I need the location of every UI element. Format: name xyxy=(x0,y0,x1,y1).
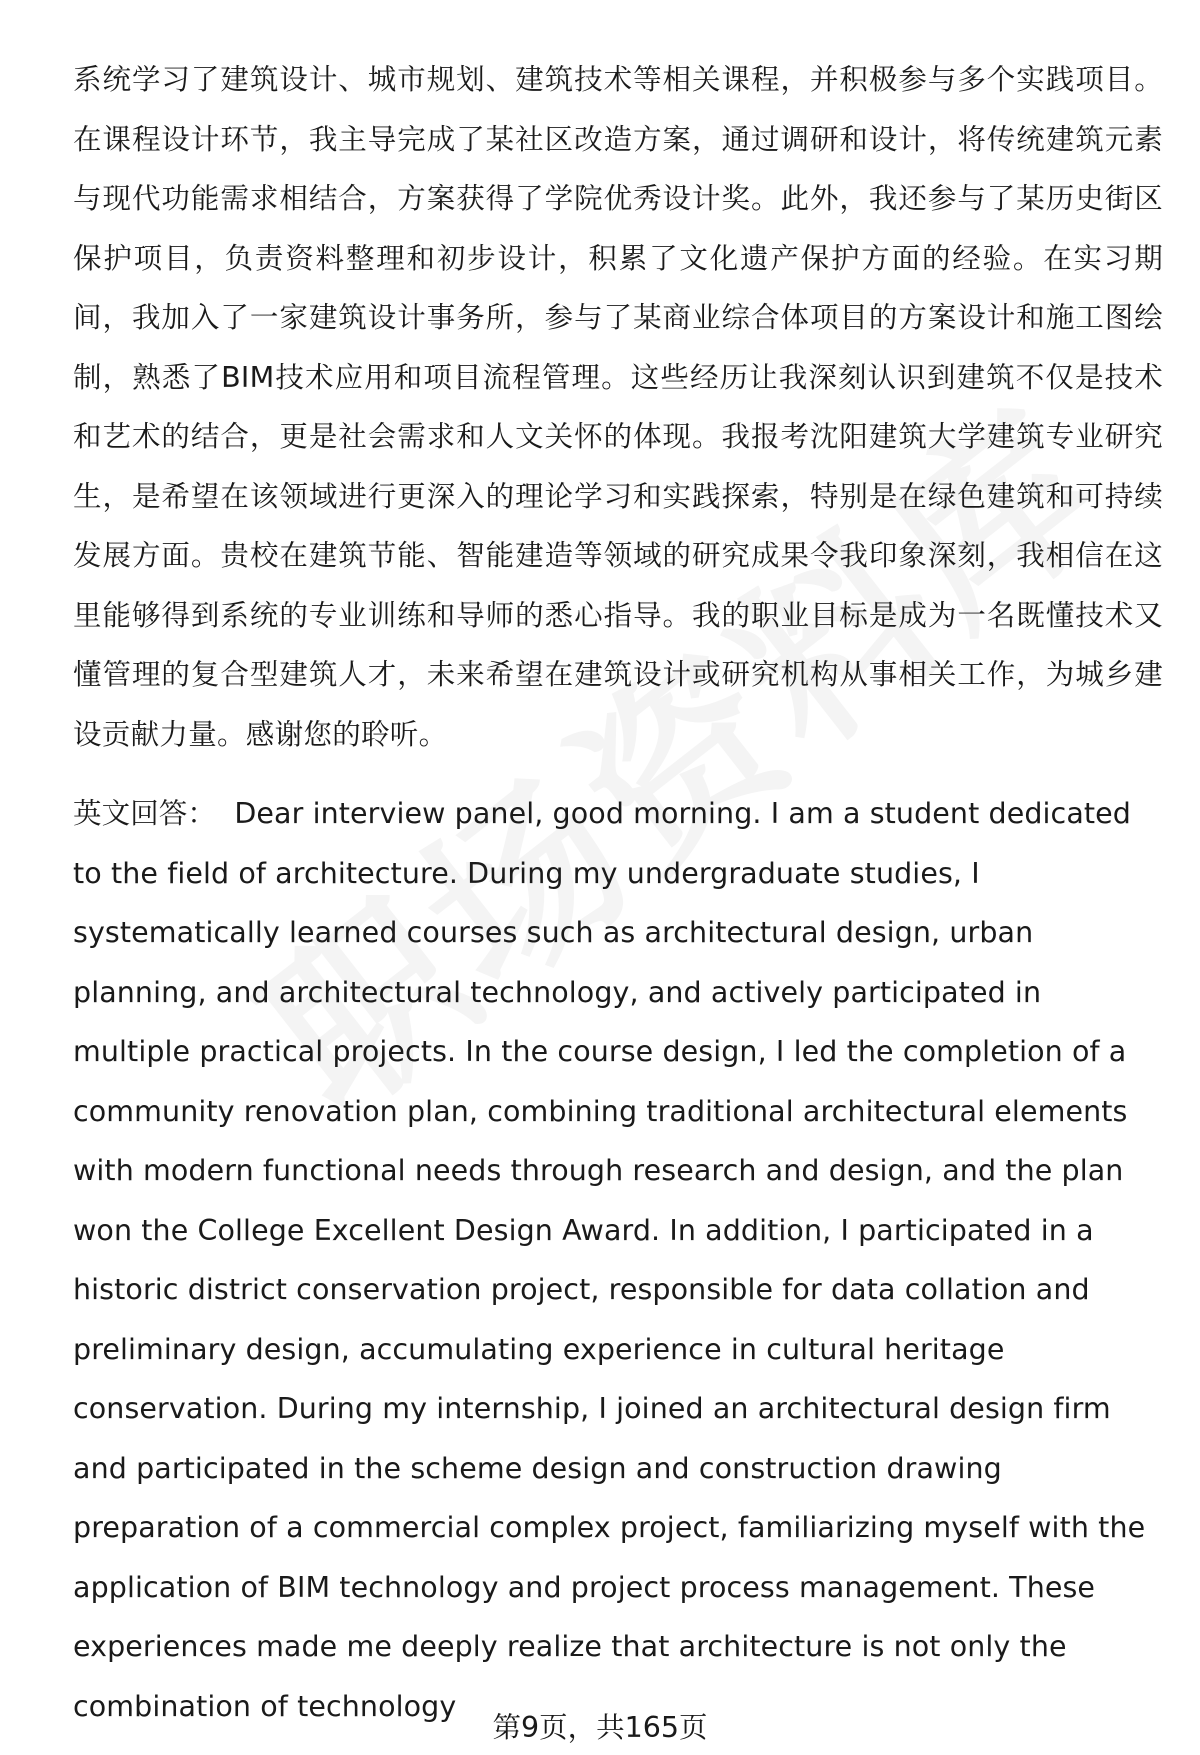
document-body xyxy=(73,50,1163,1736)
english-answer-text: Dear interview panel, good morning. I am a student dedicated to the field of architecture. During my undergraduate studies, I systematically learned courses such as architectural design, urban planning, and architectural technology, and actively participated in multiple practical projects. In the course design, I led the completion of a community renovation plan, combining traditional architectural elements with modern functional needs through research and design, and the plan won the College Excellent Design Award. In addition, I participated in a historic district conservation project, responsible for data collation and preliminary design, accumulating experience in cultural heritage conservation. During my internship, I joined an architectural design firm and participated in the scheme design and construction drawing preparation of a commercial complex project, familiarizing myself with the application of BIM technology and project process management. These experiences made me deeply realize that architecture is not only the combination of technology xyxy=(73,797,1146,1723)
english-answer-label: 英文回答： xyxy=(73,797,217,830)
chinese-answer-paragraph: 系统学习了建筑设计、城市规划、建筑技术等相关课程，并积极参与多个实践项目。在课程设计环节，我主导完成了某社区改造方案，通过调研和设计，将传统建筑元素与现代功能需求相结合，方案获得了学院优秀设计奖。此外，我还参与了某历史街区保护项目，负责资料整理和初步设计，积累了文化遗产保护方面的经验。在实习期间，我加入了一家建筑设计事务所，参与了某商业综合体项目的方案设计和施工图绘制，熟悉了BIM技术应用和项目流程管理。这些经历让我深刻认识到建筑不仅是技术和艺术的结合，更是社会需求和人文关怀的体现。我报考沈阳建筑大学建筑专业研究生，是希望在该领域进行更深入的理论学习和实践探索，特别是在绿色建筑和可持续发展方面。贵校在建筑节能、智能建造等领域的研究成果令我印象深刻，我相信在这里能够得到系统的专业训练和导师的悉心指导。我的职业目标是成为一名既懂技术又懂管理的复合型建筑人才，未来希望在建筑设计或研究机构从事相关工作，为城乡建设贡献力量。感谢您的聆听。 xyxy=(73,63,1163,751)
english-answer-paragraph xyxy=(73,784,1163,1736)
page-number-footer: 第9页，共165页 xyxy=(492,1711,708,1744)
